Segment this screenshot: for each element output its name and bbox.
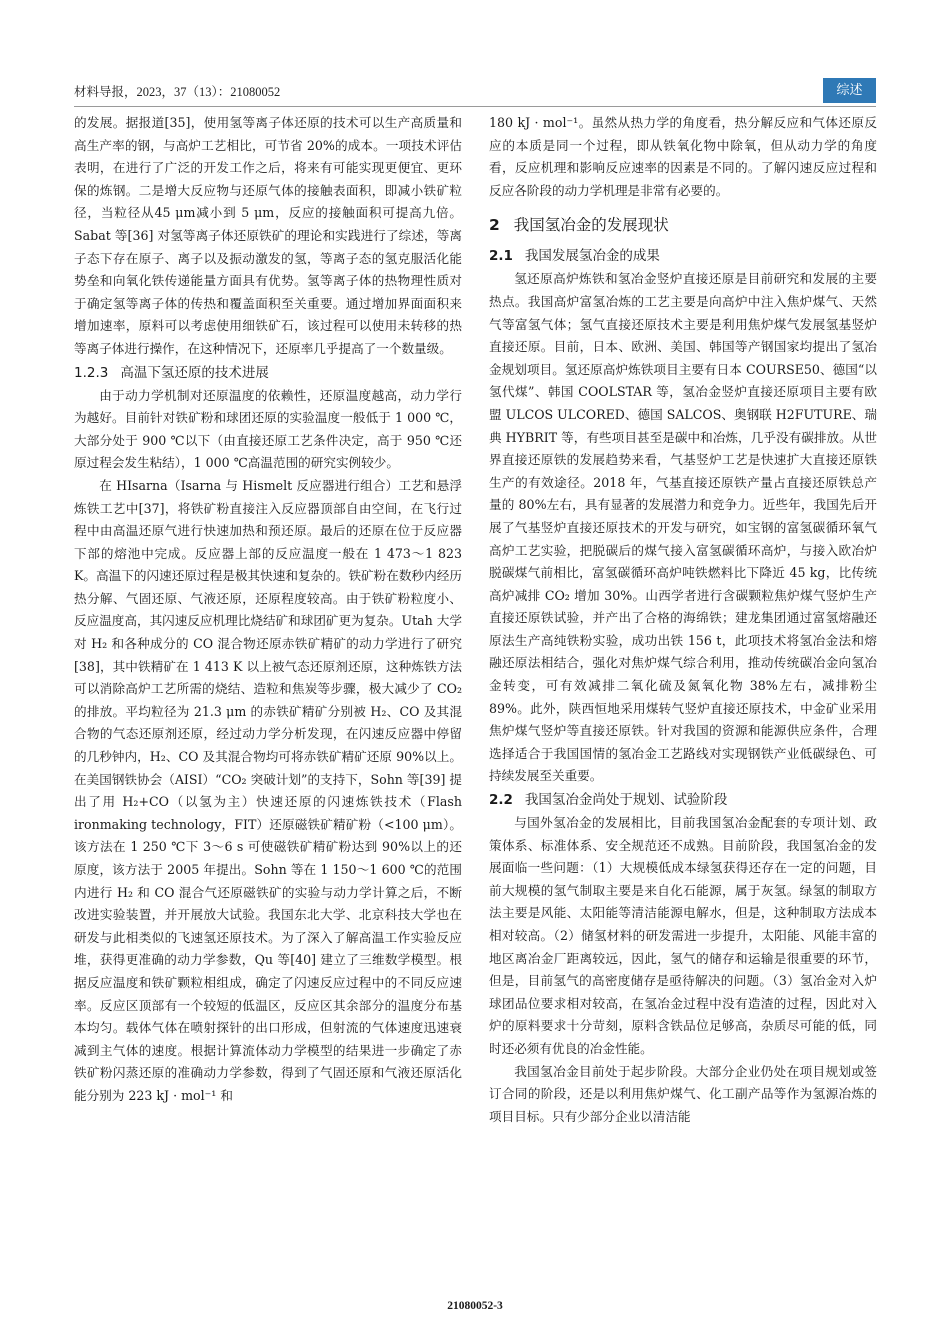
paragraph: 我国氢冶金目前处于起步阶段。大部分企业仍处在项目规划或签订合同的阶段，还是以利用焦炉煤气、化工副产品等作为氢源冶炼的项目目标。只有少部分企业以清洁能 — [489, 1063, 877, 1124]
section-heading — [489, 212, 877, 238]
subsection-title: 高温下氢还原的技术进展 — [120, 364, 269, 381]
paragraph: 氢还原高炉炼铁和氢冶金竖炉直接还原是目前研究和发展的主要热点。我国高炉富氢冶炼的工艺主要是向高炉中注入焦炉煤气、天然气等富氢气体；氢气直接还原技术主要是利用焦炉煤气发展氢基竖炉直接还原。目前，日本、欧洲、美国、韩国等产钢国家均提出了氢冶金规划项目。氢还原高炉炼铁项目主要有日本 COURSE50、德国“以氢代煤”、韩国 COOLSTAR 等，氢冶金竖炉直接还原项目主要有欧盟 ULCOS ULCORED、德国 SALCOS、奥钢联 H2FUTURE、瑞典 HYBRIT 等，有些项目甚至是碳中和冶炼，几乎没有碳排放。从世界直接还原铁的发展趋势来看，气基竖炉工艺是快速扩大直接还原铁生产的有效途径。2018 年，气基直接还原铁产量占直接还原铁总产量的 80%左右，具有显著的发展潜力和竞争力。近些年，我国先后开展了气基竖炉直接还原技术的开发与研究，如宝钢的富氢碳循环氧气高炉工艺实验，把脱碳后的煤气接入富氢碳循环高炉，与接入欧冶炉脱碳煤气前相比，富氢碳循环高炉吨铁燃料比下降近 45 kg，比传统高炉减排 CO₂ 增加 30%。山西学者进行含碳颗粒焦炉煤气竖炉生产直接还原铁试验，并产出了合格的海绵铁；建龙集团通过富氢熔融还原法生产高纯铁粉实验，成功出铁 156 t，此项技术将氢冶金法和熔融还原法相结合，强化对焦炉煤气综合利用，推动传统碳冶金向氢冶金转变，可有效减排二氧化硫及氮氧化物 38%左右，减排粉尘 89%。此外，陕西恒地采用煤转气竖炉直接还原技术，中金矿业采用焦炉煤气竖炉等直接还原铁。针对我国的资源和能源供应条件，合理选择适合于我国国情的氢冶金工艺路线对实现钢铁产业低碳绿色、可持续发展至关重要。 — [489, 271, 877, 784]
right-column — [489, 112, 877, 1128]
subsection-heading — [489, 788, 877, 812]
page-number: 21080052-3 — [447, 1300, 503, 1312]
paragraph: 180 kJ · mol⁻¹。虽然从热力学的角度看，热分解反应和气体还原反应的本质是同一个过程，即从铁氧化物中除氧，但从动力学的角度看，反应机理和影响反应速率的因素是不同的。了解闪速反应过程和反应各阶段的动力学机理是非常有必要的。 — [489, 115, 877, 198]
paragraph: 在 HIsarna（Isarna 与 Hismelt 反应器进行组合）工艺和悬浮炼铁工艺中[37]，将铁矿粉直接注入反应器顶部自由空间，在飞行过程中由高温还原气进行快速加热和预还原。最后的还原在位于反应器下部的熔池中完成。反应器上部的反应温度一般在 1 473～1 823 K。高温下的闪速还原过程是极其快速和复杂的。铁矿粉在数秒内经历热分解、气固还原、气液还原，还原程度较高。由于铁矿粉粒度小、反应温度高，其闪速反应机理比烧结矿和球团矿更为复杂。Utah 大学对 H₂ 和各种成分的 CO 混合物还原赤铁矿精矿的动力学进行了研究[38]，其中铁精矿在 1 413 K 以上被气态还原剂还原，这种炼铁方法可以消除高炉工艺所需的烧结、造粒和焦炭等步骤，极大减少了 CO₂ 的排放。平均粒径为 21.3 μm 的赤铁矿精矿分别被 H₂、CO 及其混合物的气态还原剂还原，经过动力学分析发现，在闪速反应器中停留的几秒钟内，H₂、CO 及其混合物均可将赤铁矿精矿还原 90%以上。在美国钢铁协会（AISI）“CO₂ 突破计划”的支持下，Sohn 等[39] 提出了用 H₂+CO（以氢为主）快速还原的闪速炼铁技术（Flash ironmaking technology，FIT）还原磁铁矿精矿粉（<100 μm）。该方法在 1 250 ℃下 3～6 s 可使磁铁矿精矿粉达到 90%以上的还原度，该方法于 2005 年提出。Sohn 等在 1 150～1 600 ℃的范围内进行 H₂ 和 CO 混合气还原磁铁矿的实验与动力学计算之后，不断改进实验装置，并开展放大试验。我国东北大学、北京科技大学也在研发与此相类似的飞速氢还原技术。为了深入了解高温工作实验反应堆，获得更准确的动力学参数，Qu 等[40] 建立了三维数学模型。根据反应温度和铁矿颗粒相组成，确定了闪速反应过程中的不同反应速率。反应区顶部有一个较短的低温区，反应区其余部分的温度分布基本均匀。载体气体在喷射探针的出口形成，但射流的气体速度迅速衰减到主气体的速度。根据计算流体动力学模型的结果进一步确定了赤铁矿粉闪蒸还原的准确动力学参数，得到了气固还原和气液还原活化能分别为 223 kJ · mol⁻¹ 和 — [74, 477, 462, 1103]
subsection-number: 2.2 — [489, 792, 513, 809]
section-number: 2 — [489, 216, 500, 235]
paragraph: 与国外氢冶金的发展相比，目前我国氢冶金配套的专项计划、政策体系、标准体系、安全规范还不成熟。目前阶段，我国氢冶金的发展面临一些问题：（1）大规模低成本绿氢获得还存在一定的问题，目前大规模的氢气制取主要是来自化石能源，属于灰氢。绿氢的制取方法主要是风能、太阳能等清洁能源电解水，但是，这种制取方法成本相对较高。（2）储氢材料的研发需进一步提升，太阳能、风能丰富的地区离冶金厂距离较远，因此，氢气的储存和运输是很重要的环节，但是，目前氢气的高密度储存是亟待解决的问题。（3）氢冶金对入炉球团品位要求相对较高，在氢冶金过程中没有造渣的过程，因此对入炉的原料要求十分苛刻，原料含铁品位足够高，杂质尽可能的低，同时还必须有优良的冶金性能。 — [489, 815, 877, 1056]
running-header — [74, 78, 876, 107]
journal-citation: 材料导报，2023，37（13）：21080052 — [74, 85, 281, 99]
paragraph: 的发展。据报道[35]，使用氢等离子体还原的技术可以生产高质量和高生产率的钢，与高炉工艺相比，可节省 20%的成本。一项技术评估表明，在进行了广泛的开发工作之后，将来有可能实现更便宜、更环保的炼钢。二是增大反应物与还原气体的接触表面积，即减小铁矿粒径，当粒径从45 μm减小到 5 μm，反应的接触面积可提高九倍。Sabat 等[36] 对氢等离子体还原铁矿的理论和实践进行了综述，等离子态下存在原子、离子以及振动激发的氢，等离子态的氢克服活化能势垒和向氧化铁传递能量方面具有优势。氢等离子体的热物理性质对于确定氢等离子体的传热和覆盖面积至关重要。通过增加界面面积来增加速率，原料可以考虑使用细铁矿石，该过程可以使用未转移的热等离子体进行操作，在这种情况下，还原率几乎提高了一个数量级。 — [74, 115, 462, 356]
subsection-number: 2.1 — [489, 248, 513, 265]
subsection-number: 1.2.3 — [74, 364, 109, 381]
section-badge: 综述 — [823, 78, 876, 103]
subsection-title: 我国氢冶金尚处于规划、试验阶段 — [524, 792, 728, 809]
left-column — [74, 112, 462, 1108]
subsection-heading — [489, 244, 877, 268]
subsection-heading — [74, 361, 462, 385]
paragraph: 由于动力学机制对还原温度的依赖性，还原温度越高，动力学行为越好。目前针对铁矿粉和球团还原的实验温度一般低于 1 000 ℃，大部分处于 900 ℃以下（由直接还原工艺条件决定，高于 950 ℃还原过程会发生粘结），1 000 ℃高温范围的研究实例较少。 — [74, 387, 462, 471]
subsection-title: 我国发展氢冶金的成果 — [524, 248, 660, 265]
section-title: 我国氢冶金的发展现状 — [513, 216, 669, 235]
